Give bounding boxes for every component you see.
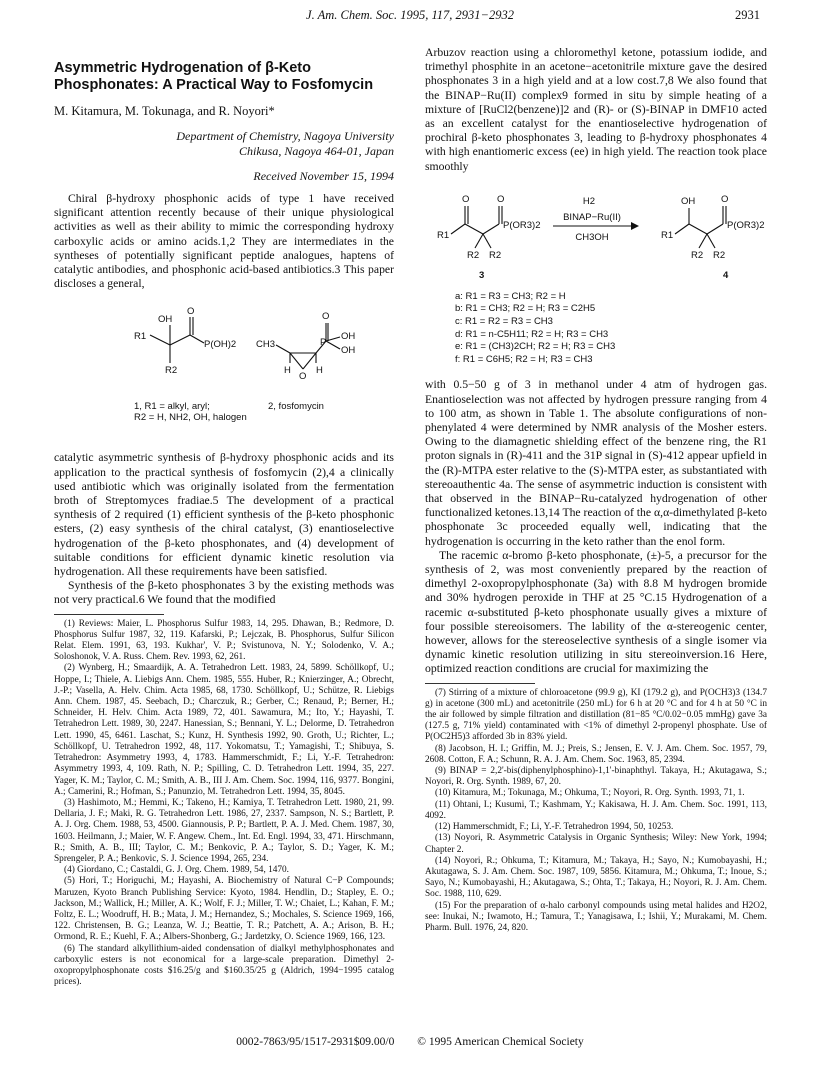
left-footnotes [54, 619, 394, 989]
substituent-d: d: R1 = n-C5H11; R2 = H; R3 = CH3 [455, 328, 609, 340]
s1-bond-2 [170, 335, 190, 345]
footnote: (11) Ohtani, I.; Kusumi, T.; Kashmam, Y.; Kakisawa, H. J. Am. Chem. Soc. 1991, 113, 4092. [425, 799, 767, 821]
substituent-b: b: R1 = CH3; R2 = H; R3 = C2H5 [455, 303, 596, 315]
s2-h1-label: H [284, 365, 291, 377]
substituent-e: e: R1 = (CH3)2CH; R2 = H; R3 = CH3 [455, 341, 616, 353]
scheme-drawing [425, 182, 767, 287]
substituent-c: c: R1 = R2 = R3 = CH3 [455, 316, 553, 328]
footnote: (13) Noyori, R. Asymmetric Catalysis in Organic Synthesis; Wiley: New York, 1994; Chapter 2. [425, 833, 767, 855]
right-paragraph-top: Arbuzov reaction using a chloromethyl ketone, potassium iodide, and trimethyl phosphite in an acetone−acetonitrile mixture gave the desired phosphonates 3 in a high yield and at a low cost.7,8 We also found that the BINAP−Ru(II) complex9 formed in situ by simple heating of a mixture of [RuCl2(benzene)]2 and (R)- or (S)-BINAP in DMF10 acted as an excellent catalyst for the enantioselective hydrogenation of prochiral β-keto phosphonates 3, leading to β-hydroxy phosphonates 4 with high enantiomeric excess (ee) in high yield. The reaction took place smoothly [425, 46, 767, 173]
footnote: (4) Giordano, C.; Castaldi, G. J. Org. Chem. 1989, 54, 1470. [64, 865, 290, 876]
r-bond-r2b [483, 234, 491, 248]
s2-ch3-label: CH3 [256, 339, 276, 351]
page-number: 2931 [735, 8, 760, 22]
body-paragraph-2: Synthesis of the β-keto phosphonates 3 by the existing methods was not very practical.6 We found that the modified [54, 579, 394, 607]
footnote: (6) The standard alkyllithium-aided condensation of dialkyl methylphosphonates and carboxylic esters is not economical for a large-scale preparation. Dimethyl 2-oxopropylphosphonate costs $16.25/g and $160.35/25 g (Aldrich, 1994−1995 catalog prices). [54, 943, 394, 988]
footnote-rule-right [425, 683, 535, 684]
r-bond-1 [465, 224, 483, 234]
footnote: (7) Stirring of a mixture of chloroacetone (99.9 g), KI (179.2 g), and P(OCH3)3 (134.7 g) in acetone (300 mL) and acetonitrile (250 mL) for 6 h at 20 °C and for 4 h at 50 °C in the air followed by simple filtration and distillation (81−85 °C/0.02−0.05 mmHg) gave 3a (127.5 g, 71% yield) contaminated with <1% of dimethyl 2-propenyl phosphate. Use of P(OC2H5)3 afforded 3b in 83% yield. [425, 687, 767, 743]
s2-o-label: O [322, 311, 330, 323]
arrow-solvent: CH3OH [575, 231, 609, 243]
s2-bond-oh2 [326, 341, 340, 349]
substituent-f: f: R1 = C6H5; R2 = H; R3 = CH3 [455, 353, 593, 365]
body-paragraph-1: catalytic asymmetric synthesis of β-hydroxy phosphonic acids and its application to the practical synthesis of fosfomycin (2),4 a clinically used antibiotic which was originally isolated from the fermentation broth of Streptomyces fradiae.5 The development of a practical synthesis of 2 required (1) efficient synthesis of the β-keto phosphonic esters, (2) easy synthesis of the chiral catalyst, (3) enantioselective hydrogenation of the β-keto phosphonates, and (4) development of suitable conditions for efficient dynamic kinetic resolution via hydrogenation. All these requirements have been satisfied. [54, 451, 394, 579]
r-bond-r2a [475, 234, 483, 248]
footnote-rule-left [54, 614, 164, 615]
footnote: (12) Hammerschmidt, F.; Li, Y.-F. Tetrahedron 1994, 50, 10253. [435, 822, 674, 833]
p-r1-label: R1 [661, 229, 674, 241]
p-r2a-label: R2 [691, 249, 704, 261]
p-oh-label: OH [681, 195, 696, 207]
s2-ring-o-label: O [299, 371, 307, 383]
footnote: (10) Kitamura, M.; Tokunaga, M.; Ohkuma, T.; Noyori, R. Org. Synth. 1993, 71, 1. [435, 788, 745, 799]
structure-1-caption-line-1: 1, R1 = alkyl, aryl; [134, 401, 210, 413]
p-bond-1 [689, 224, 707, 234]
footnote: (1) Reviews: Maier, L. Phosphorus Sulfur 1983, 14, 295. Dhawan, B.; Redmore, D. Phosphorus Sulfur 1987, 32, 119. Kafarski, P.; Lejczak, B. Phosphorus, Sulfur Silicon Relat. Elem. 1991, 63, 193. Kukhar', V. P.; Svistunova, N. Y.; Solodenko, V. A.; Soloshonok, V. A. Russ. Chem. Rev. 1993, 62, 261. [54, 618, 394, 663]
p-p-label: P(OR3)2 [727, 219, 765, 231]
s1-o-label: O [187, 306, 195, 318]
journal-citation: J. Am. Chem. Soc. 1995, 117, 2931−2932 [306, 8, 514, 22]
arrow-reagent-h2: H2 [582, 195, 596, 207]
author-list: M. Kitamura, M. Tokunaga, and R. Noyori* [54, 104, 275, 118]
reaction-scheme [425, 182, 767, 287]
p-bond-2 [707, 224, 723, 234]
running-head [0, 8, 820, 26]
footnote: (8) Jacobson, H. I.; Griffin, M. J.; Preis, S.; Jensen, E. V. J. Am. Chem. Soc. 1957, 79, 2608. Cotton, F. A.; Schunn, R. A. J. Am. Chem. Soc. 1963, 85, 2394. [425, 743, 767, 765]
footnote: (3) Hashimoto, M.; Hemmi, K.; Takeno, H.; Kamiya, T. Tetrahedron Lett. 1980, 21, 99. Dellaria, J. F.; Maki, R. G. Tetrahedron Lett. 1986, 27, 2337. Sampson, N. S.; Bartlett, P. A. J. Org. Chem. 1988, 53, 4500. Giannousis, P. P.; Bartlett, P. A. J. Med. Chem. 1987, 30, 1603. Heilmann, J.; Maier, W. F. Angew. Chem., Int. Ed. Engl. 1994, 33, 471. Hirschmann, R.; Smith, A. B., III; Taylor, C. M.; Benkovic, P. A.; Taylor, S. D.; Yager, K. M.; Sprengeler, P. A.; Benkovic, S. J. Science 1994, 265, 234. [54, 797, 394, 864]
right-paragraph-2: The racemic α-bromo β-keto phosphonate, (±)-5, a precursor for the synthesis of 2, was most conveniently prepared by the reaction of dimethyl 2-oxopropylphosphonate (3a) with 8.8 M hydrogen bromide and 30% hydrogen peroxide in THF at 25 °C.15 Hydrogenation of a racemic α-substituted β-keto phosphonate usually gives a mixture of four possible stereoisomers. The lability of the α-stereogenic center, however, allows for the stereoselective synthesis of a single isomer via dynamic kinetic resolution utilizing in situ stereoinversion.16 Here, optimized reaction conditions are crucial for maximizing the [425, 548, 767, 676]
s1-p-label: P(OH)2 [204, 339, 237, 351]
s2-oh1-label: OH [341, 331, 356, 343]
compound-4-label: 4 [723, 269, 729, 281]
p-bond-r2b [707, 234, 715, 248]
structure-1-caption [134, 401, 247, 423]
right-paragraph-1: with 0.5−50 g of 3 in methanol under 4 atm of hydrogen gas. Enantioselection was not affected by hydrogen pressure ranging from 4 to 100 atm, as shown in Table 1. The absolute configurations of non-phenylated 4 were determined by NMR analysis of the Mosher esters. Owing to the diamagnetic shielding effect of the benzene ring, the R1 proton signals in (R)-411 and the 31P signal in (S)-412 appear upfield in the (R)-MTPA ester relative to the (S)-MTPA ester, as substantiated with stereoauthentic 4a. The sense of asymmetric induction is consistent with that observed in the BINAP−Ru-catalyzed hydrogenation of other functionalized ketones.13,14 The reaction of the α,α-dimethylated β-keto phosphonate 3c proceeded equally well, indicating that the hydrogenation is occurring in the keto rather than the enol form. [425, 378, 767, 548]
r-bond-r1 [451, 224, 465, 234]
right-column [425, 46, 767, 934]
left-column [54, 60, 394, 988]
article-code: 0002-7863/95/1517-2931$09.00/0 [236, 1036, 395, 1048]
s1-oh-label: OH [158, 314, 173, 326]
footnote: (5) Hori, T.; Horiguchi, M.; Hayashi, A. Biochemistry of Natural C−P Compounds; Maruzen, Kyoto Branch Publishing Service: Kyoto, 1984. Hendlin, D.; Stapley, E. O.; Jackson, M.; Wallick, H.; Miller, A. K.; Wolf, F. J.; Miller, T. W.; Chaiet, L.; Kahan, F. M.; Foltz, E. L.; Woodruff, H. B.; Mata, J. M.; Hernandez, S.; Mochales, S. Science 1969, 166, 122. Christensen, B. G.; Leanza, W. J.; Beattie, T. R.; Patchett, A. A.; Arison, B. H.; Ormond, R. E.; Kuehl, F. A.; Albers-Shonberg, G.; Jardetzky, O. Science 1969, 166, 123. [54, 876, 394, 943]
footnote: (14) Noyori, R.; Ohkuma, T.; Kitamura, M.; Takaya, H.; Sayo, N.; Kumobayashi, H.; Akutagawa, S. J. Am. Chem. Soc. 1987, 109, 5856. Kitamura, M.; Ohkuma, T.; Inoue, S.; Sayo, N.; Kumobayashi, H.; Akutagawa, S.; Ohta, T.; Takaya, H.; Noyori, R. J. Am. Chem. Soc. 1988, 110, 629. [425, 855, 767, 900]
s1-r1-label: R1 [134, 331, 147, 343]
affiliation-line-2: Chikusa, Nagoya 464-01, Japan [239, 144, 394, 158]
right-footnotes [425, 688, 767, 934]
s2-ring-left [290, 353, 303, 369]
affiliation-line-1: Department of Chemistry, Nagoya University [176, 129, 394, 143]
structure-1-caption-line-2: R2 = H, NH2, OH, halogen [134, 412, 247, 424]
compound-3-label: 3 [479, 269, 485, 281]
r-r2a-label: R2 [467, 249, 480, 261]
copyright: © 1995 American Chemical Society [417, 1036, 584, 1048]
received-date: Received November 15, 1994 [253, 169, 394, 183]
s1-r2-label: R2 [165, 365, 178, 377]
structure-2-caption: 2, fosfomycin [268, 401, 324, 413]
s2-h2-label: H [316, 365, 323, 377]
r-bond-2 [483, 224, 499, 234]
r-o1-label: O [462, 193, 470, 205]
s2-bond-ch3 [276, 345, 290, 353]
r-r1-label: R1 [437, 229, 450, 241]
page-footer [0, 1036, 820, 1048]
r-r2b-label: R2 [489, 249, 502, 261]
s1-bond-p [190, 335, 204, 343]
reaction-arrow-head [631, 222, 639, 230]
structure-figure [54, 301, 394, 443]
article-title: Asymmetric Hydrogenation of β-Keto Phosphonates: A Practical Way to Fosfomycin [54, 60, 374, 93]
arrow-reagent-catalyst: BINAP−Ru(II) [563, 211, 621, 223]
substituent-a: a: R1 = R3 = CH3; R2 = H [455, 290, 566, 302]
r-p-label: P(OR3)2 [503, 219, 541, 231]
intro-paragraph: Chiral β-hydroxy phosphonic acids of type 1 have received significant attention recently because of their unique physiological activities as well as their ability to mimic the corresponding hydroxy carboxylic acids or amino acids.1,2 They are intermediates in the syntheses of potentially significant peptide analogues, haptens of catalytic antibodies, and phosphonic acid-based antibiotics.3 This paper discloses a general, [54, 192, 394, 291]
s1-bond-1 [150, 335, 170, 345]
s2-p-label: P [320, 337, 327, 349]
p-r2b-label: R2 [713, 249, 726, 261]
p-o-label: O [721, 193, 729, 205]
s2-ring-right [303, 353, 316, 369]
footnote: (9) BINAP = 2,2'-bis(diphenylphosphino)-1,1'-binaphthyl. Takaya, H.; Akutagawa, S.; Noyori, R. Org. Synth. 1989, 67, 20. [425, 766, 767, 788]
footnote: (2) Wynberg, H.; Smaardijk, A. A. Tetrahedron Lett. 1983, 24, 5899. Schöllkopf, U.; Hoppe, I.; Thiele, A. Liebigs Ann. Chem. 1985, 555. Huber, R.; Knierzinger, A.; Obrecht, J.-P.; Vasella, A. Helv. Chim. Acta 1985, 68, 1730. Schöllkopf, U.; Schütze, R. Liebigs Ann. Chem. 1987, 45. Seebach, D.; Charczuk, R.; Gerber, C.; Renaud, P.; Berner, H.; Schneider, H. Helv. Chim. Acta 1989, 72, 401. Sawamura, M.; Ito, Y.; Hayashi, T. Tetrahedron Lett. 1989, 30, 2247. Hanessian, S.; Bennani, Y. L.; Delorme, D. Tetrahedron Lett. 1990, 45, 6461. Laschat, S.; Kunz, H. Synthesis 1992, 90. Groth, U.; Richter, L.; Schöllkopf, U. Tetrahedron 1992, 48, 117. Yokomatsu, T.; Yamagishi, T.; Shibuya, S. Tetrahedron: Asymmetry 1993, 4, 1783. Hammerschmidt, F.; Li, Y.-F. Tetrahedron: Asymmetry 1993, 4, 109. Rath, N. P.; Spilling, C. D. Tetrahedron Lett. 1994, 35, 227. Yager, K. M.; Taylor, C. M.; Smith, A. B., III J. Am. Chem. Soc. 1994, 116, 9377. Bongini, A.; Camerini, R.; Hofman, S.; Panunzio, M. Tetrahedron Lett. 1994, 35, 8045. [54, 663, 394, 797]
p-bond-r2a [699, 234, 707, 248]
r-o2-label: O [497, 193, 505, 205]
footnote: (15) For the preparation of α-halo carbonyl compounds using metal halides and H2O2, see: Inukai, N.; Iwamoto, H.; Tamura, T.; Yanagisawa, I.; Ishii, Y.; Murakami, M. Chem. Pharm. Bull. 1976, 24, 820. [425, 900, 767, 933]
p-bond-r1 [675, 224, 689, 234]
substituent-list [455, 291, 767, 367]
s2-oh2-label: OH [341, 345, 356, 357]
